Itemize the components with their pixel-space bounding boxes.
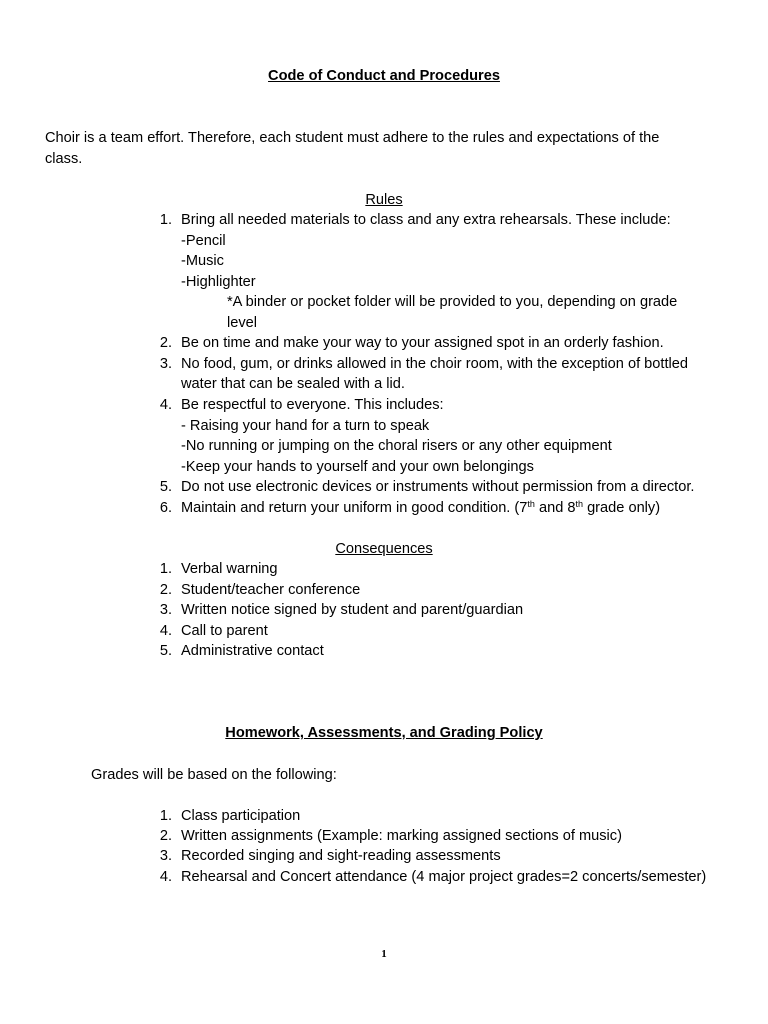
rule-number: 1. [159, 212, 172, 228]
grading-number: 1. [159, 808, 172, 824]
binder-note-line-1: *A binder or pocket folder will be provided to you, depending on grade [227, 294, 678, 310]
consequences-heading: Consequences [335, 541, 433, 557]
page-number: 1 [381, 948, 387, 960]
rule-subitem: -No running or jumping on the choral risers or any other equipment [181, 438, 612, 454]
rules-heading: Rules [365, 192, 403, 208]
rule-text-mid: and 8 [534, 500, 576, 516]
grading-number: 2. [159, 828, 172, 844]
consequence-number: 2. [159, 582, 172, 598]
grading-text: Written assignments (Example: marking assigned sections of music) [181, 828, 622, 844]
consequence-text: Administrative contact [181, 643, 324, 659]
consequence-number: 1. [159, 561, 172, 577]
rule-text: Do not use electronic devices or instruments without permission from a director. [181, 479, 695, 495]
grading-number: 3. [159, 848, 172, 864]
binder-note-line-2: level [227, 315, 258, 331]
rule-number: 3. [159, 356, 172, 372]
grading-text: Class participation [181, 808, 301, 824]
superscript-th: th [527, 499, 535, 509]
rule-number: 5. [159, 479, 172, 495]
rule-subitem: -Pencil [181, 233, 226, 249]
consequence-text: Call to parent [181, 623, 268, 639]
grading-number: 4. [159, 869, 172, 885]
rule-text-suffix: grade only) [583, 500, 661, 516]
consequence-text: Verbal warning [181, 561, 278, 577]
rule-number: 6. [159, 500, 172, 516]
rule-subitem: -Keep your hands to yourself and your own belongings [181, 459, 534, 475]
rule-subitem: -Music [181, 253, 224, 269]
intro-line-1: Choir is a team effort. Therefore, each student must adhere to the rules and expectations of the [45, 130, 660, 146]
consequence-number: 3. [159, 602, 172, 618]
consequence-number: 4. [159, 623, 172, 639]
consequence-text: Written notice signed by student and parent/guardian [181, 602, 524, 618]
document-title: Code of Conduct and Procedures [268, 68, 500, 84]
rule-text [181, 498, 660, 519]
grading-text: Rehearsal and Concert attendance (4 major project grades=2 concerts/semester) [181, 869, 707, 885]
intro-line-2: class. [45, 151, 83, 167]
consequence-text: Student/teacher conference [181, 582, 361, 598]
grading-text: Recorded singing and sight-reading assessments [181, 848, 501, 864]
rule-text: No food, gum, or drinks allowed in the choir room, with the exception of bottled [181, 356, 688, 372]
rule-subitem: - Raising your hand for a turn to speak [181, 418, 430, 434]
rule-text: Bring all needed materials to class and any extra rehearsals. These include: [181, 212, 671, 228]
superscript-th: th [575, 499, 584, 509]
rule-subitem: -Highlighter [181, 274, 256, 290]
rule-number: 4. [159, 397, 172, 413]
consequence-number: 5. [159, 643, 172, 659]
rule-text-continued: water that can be sealed with a lid. [181, 376, 405, 392]
rule-text: Be respectful to everyone. This includes: [181, 397, 444, 413]
rule-text: Be on time and make your way to your assigned spot in an orderly fashion. [181, 335, 664, 351]
grading-intro: Grades will be based on the following: [91, 767, 337, 783]
rule-text-prefix: Maintain and return your uniform in good condition. (7 [181, 500, 528, 516]
rule-number: 2. [159, 335, 172, 351]
grading-heading: Homework, Assessments, and Grading Policy [225, 725, 543, 741]
